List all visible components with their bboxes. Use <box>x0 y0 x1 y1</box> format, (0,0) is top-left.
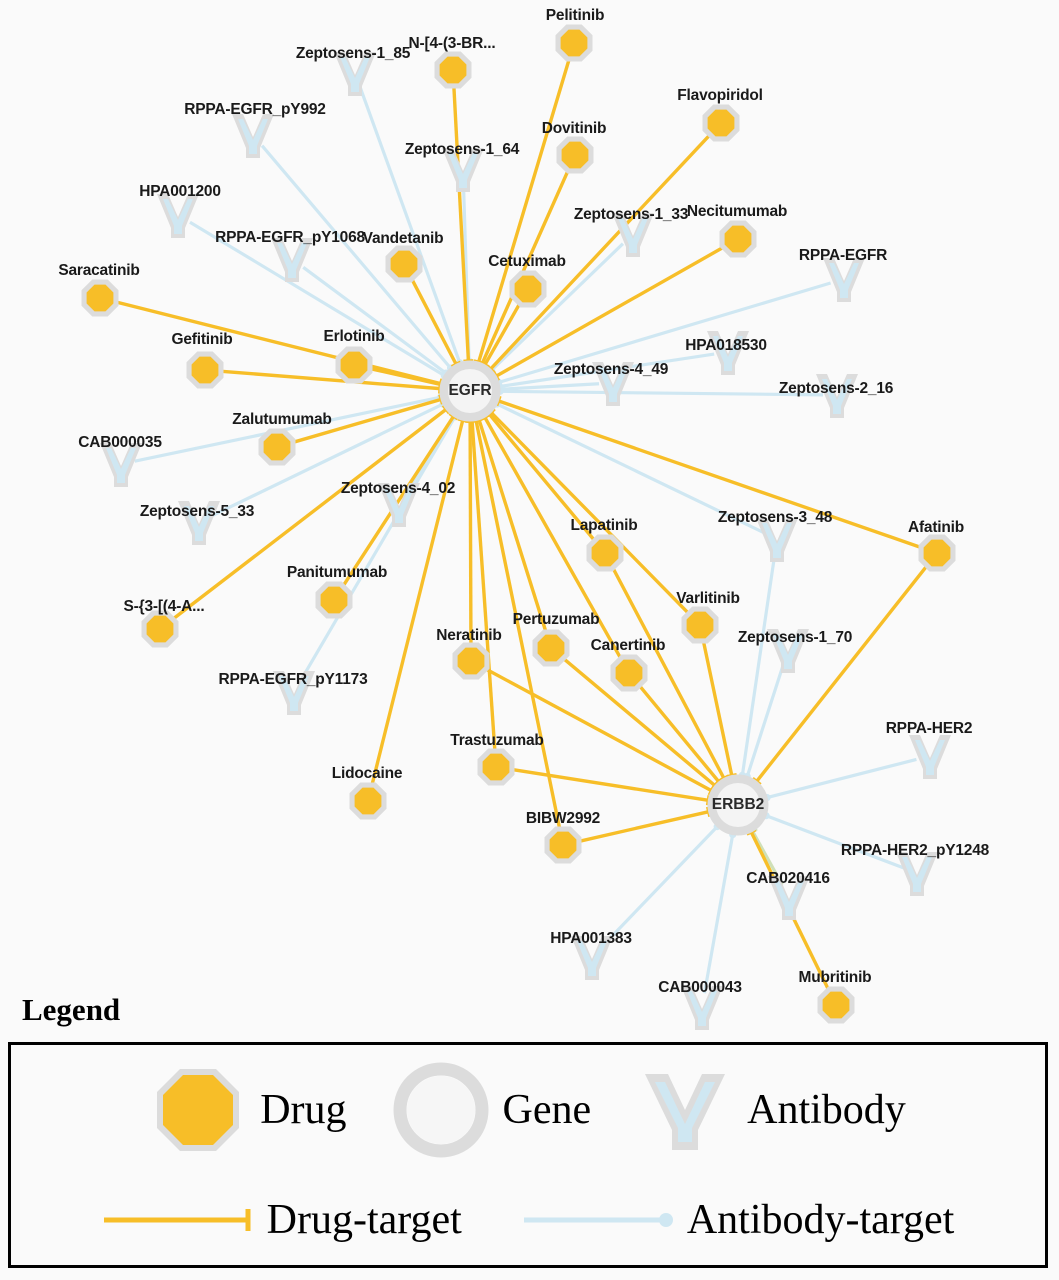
node-label: RPPA-EGFR_pY1068 <box>215 229 365 246</box>
legend-antibody-target <box>522 1196 955 1244</box>
legend-antibody-label: Antibody <box>747 1087 906 1133</box>
node-label: RPPA-EGFR <box>798 247 888 264</box>
gene-icon <box>393 1062 489 1158</box>
node-label: CAB020416 <box>746 870 830 887</box>
node-label: Zeptosens-2_16 <box>778 380 894 397</box>
graph-edge <box>757 565 928 782</box>
node-label: Zalutumumab <box>232 411 332 428</box>
drug-node <box>561 30 588 57</box>
drug-node <box>616 660 643 687</box>
node-label: BIBW2992 <box>525 810 601 827</box>
node-label: Trastuzumab <box>450 732 544 749</box>
node-label: RPPA-EGFR_pY992 <box>184 101 326 118</box>
graph-edge <box>498 401 922 548</box>
node-label: RPPA-HER2_pY1248 <box>840 842 990 859</box>
node-label: Zeptosens-1_64 <box>404 141 520 158</box>
graph-edge <box>767 759 916 797</box>
node-label: Zeptosens-5_33 <box>139 503 255 520</box>
node-label: Dovitinib <box>541 120 607 137</box>
drug-node <box>924 540 951 567</box>
antibody-target-edge-icon <box>522 1205 677 1235</box>
legend-gene <box>393 1062 592 1158</box>
node-label: HPA001383 <box>550 930 632 947</box>
drug-node <box>515 276 542 303</box>
node-label: Zeptosens-1_70 <box>737 629 853 646</box>
node-label: Saracatinib <box>58 262 140 279</box>
graph-edge <box>703 640 732 776</box>
node-label: RPPA-HER2 <box>885 720 973 737</box>
drug-target-edge-icon <box>102 1205 257 1235</box>
drug-node <box>550 832 577 859</box>
drug-icon <box>150 1062 246 1158</box>
node-label: Panitumumab <box>286 564 388 581</box>
antibody-icon <box>637 1062 733 1158</box>
graph-edge <box>602 827 718 947</box>
drug-node <box>708 110 735 137</box>
drug-node <box>192 357 219 384</box>
node-label: Erlotinib <box>323 328 385 345</box>
node-label: Flavopiridol <box>677 87 763 104</box>
node-label: N-[4-(3-BR... <box>408 35 496 52</box>
drug-node <box>458 648 485 675</box>
legend-drug-target <box>102 1196 462 1244</box>
drug-node <box>687 612 714 639</box>
node-label: Zeptosens-4_49 <box>553 361 669 378</box>
drug-node <box>264 434 291 461</box>
drug-node <box>341 352 368 379</box>
drug-node <box>592 540 619 567</box>
graph-edge <box>472 421 495 752</box>
node-label: Afatinib <box>907 519 965 536</box>
graph-edge <box>369 368 441 384</box>
graph-edge <box>500 391 823 395</box>
node-label: Zeptosens-1_33 <box>573 206 689 223</box>
legend-title: Legend <box>22 992 121 1027</box>
graph-edge <box>747 663 783 776</box>
legend-drug-label: Drug <box>260 1087 347 1133</box>
legend-node-row <box>11 1045 1045 1175</box>
graph-edge <box>704 835 732 994</box>
node-label: Pertuzumab <box>512 611 600 628</box>
node-label: CAB000043 <box>658 979 742 996</box>
drug-node <box>391 251 418 278</box>
legend-edge-row <box>11 1175 1045 1265</box>
legend-drug-target-label: Drug-target <box>266 1197 462 1243</box>
graph-edge <box>491 412 689 614</box>
node-label: Zeptosens-4_02 <box>340 480 456 497</box>
graph-edge <box>340 416 456 587</box>
node-label: CAB000035 <box>78 434 162 451</box>
legend-antibody-target-label: Antibody-target <box>686 1197 955 1243</box>
drug-node <box>147 616 174 643</box>
node-label: HPA018530 <box>685 337 767 354</box>
legend-panel <box>8 1042 1048 1268</box>
node-label: Pelitinib <box>545 7 605 24</box>
node-label: Canertinib <box>590 637 666 654</box>
node-label: Necitumumab <box>686 203 788 220</box>
drug-node <box>483 754 510 781</box>
node-label: Lidocaine <box>331 765 403 782</box>
drug-node <box>562 142 589 169</box>
node-label: Zeptosens-3_48 <box>717 509 833 526</box>
legend-antibody <box>637 1062 906 1158</box>
gene-label: EGFR <box>448 382 492 399</box>
drug-node <box>355 788 382 815</box>
node-label: Vandetanib <box>362 230 444 247</box>
node-label: S-{3-[(4-A... <box>123 598 205 615</box>
node-label: Zeptosens-1_85 <box>295 45 411 62</box>
graph-edge <box>303 267 446 373</box>
graph-edge <box>479 57 570 362</box>
drug-node <box>823 992 850 1019</box>
node-label: Varlitinib <box>676 590 740 607</box>
node-label: Gefitinib <box>171 331 233 348</box>
node-label: Cetuximab <box>488 253 566 270</box>
gene-label: ERBB2 <box>711 796 765 813</box>
drug-node <box>725 226 752 253</box>
graph-edge <box>470 421 471 646</box>
node-label: RPPA-EGFR_pY1173 <box>218 671 368 688</box>
node-label: Neratinib <box>436 627 502 644</box>
drug-node <box>321 587 348 614</box>
node-label: Mubritinib <box>798 969 872 986</box>
drug-node <box>538 635 565 662</box>
graph-edge <box>491 134 711 369</box>
drug-node <box>440 57 467 84</box>
legend-drug <box>150 1062 346 1158</box>
node-label: HPA001200 <box>139 183 221 200</box>
legend-gene-label: Gene <box>502 1087 592 1133</box>
node-label: Lapatinib <box>570 517 638 534</box>
drug-node <box>87 285 114 312</box>
